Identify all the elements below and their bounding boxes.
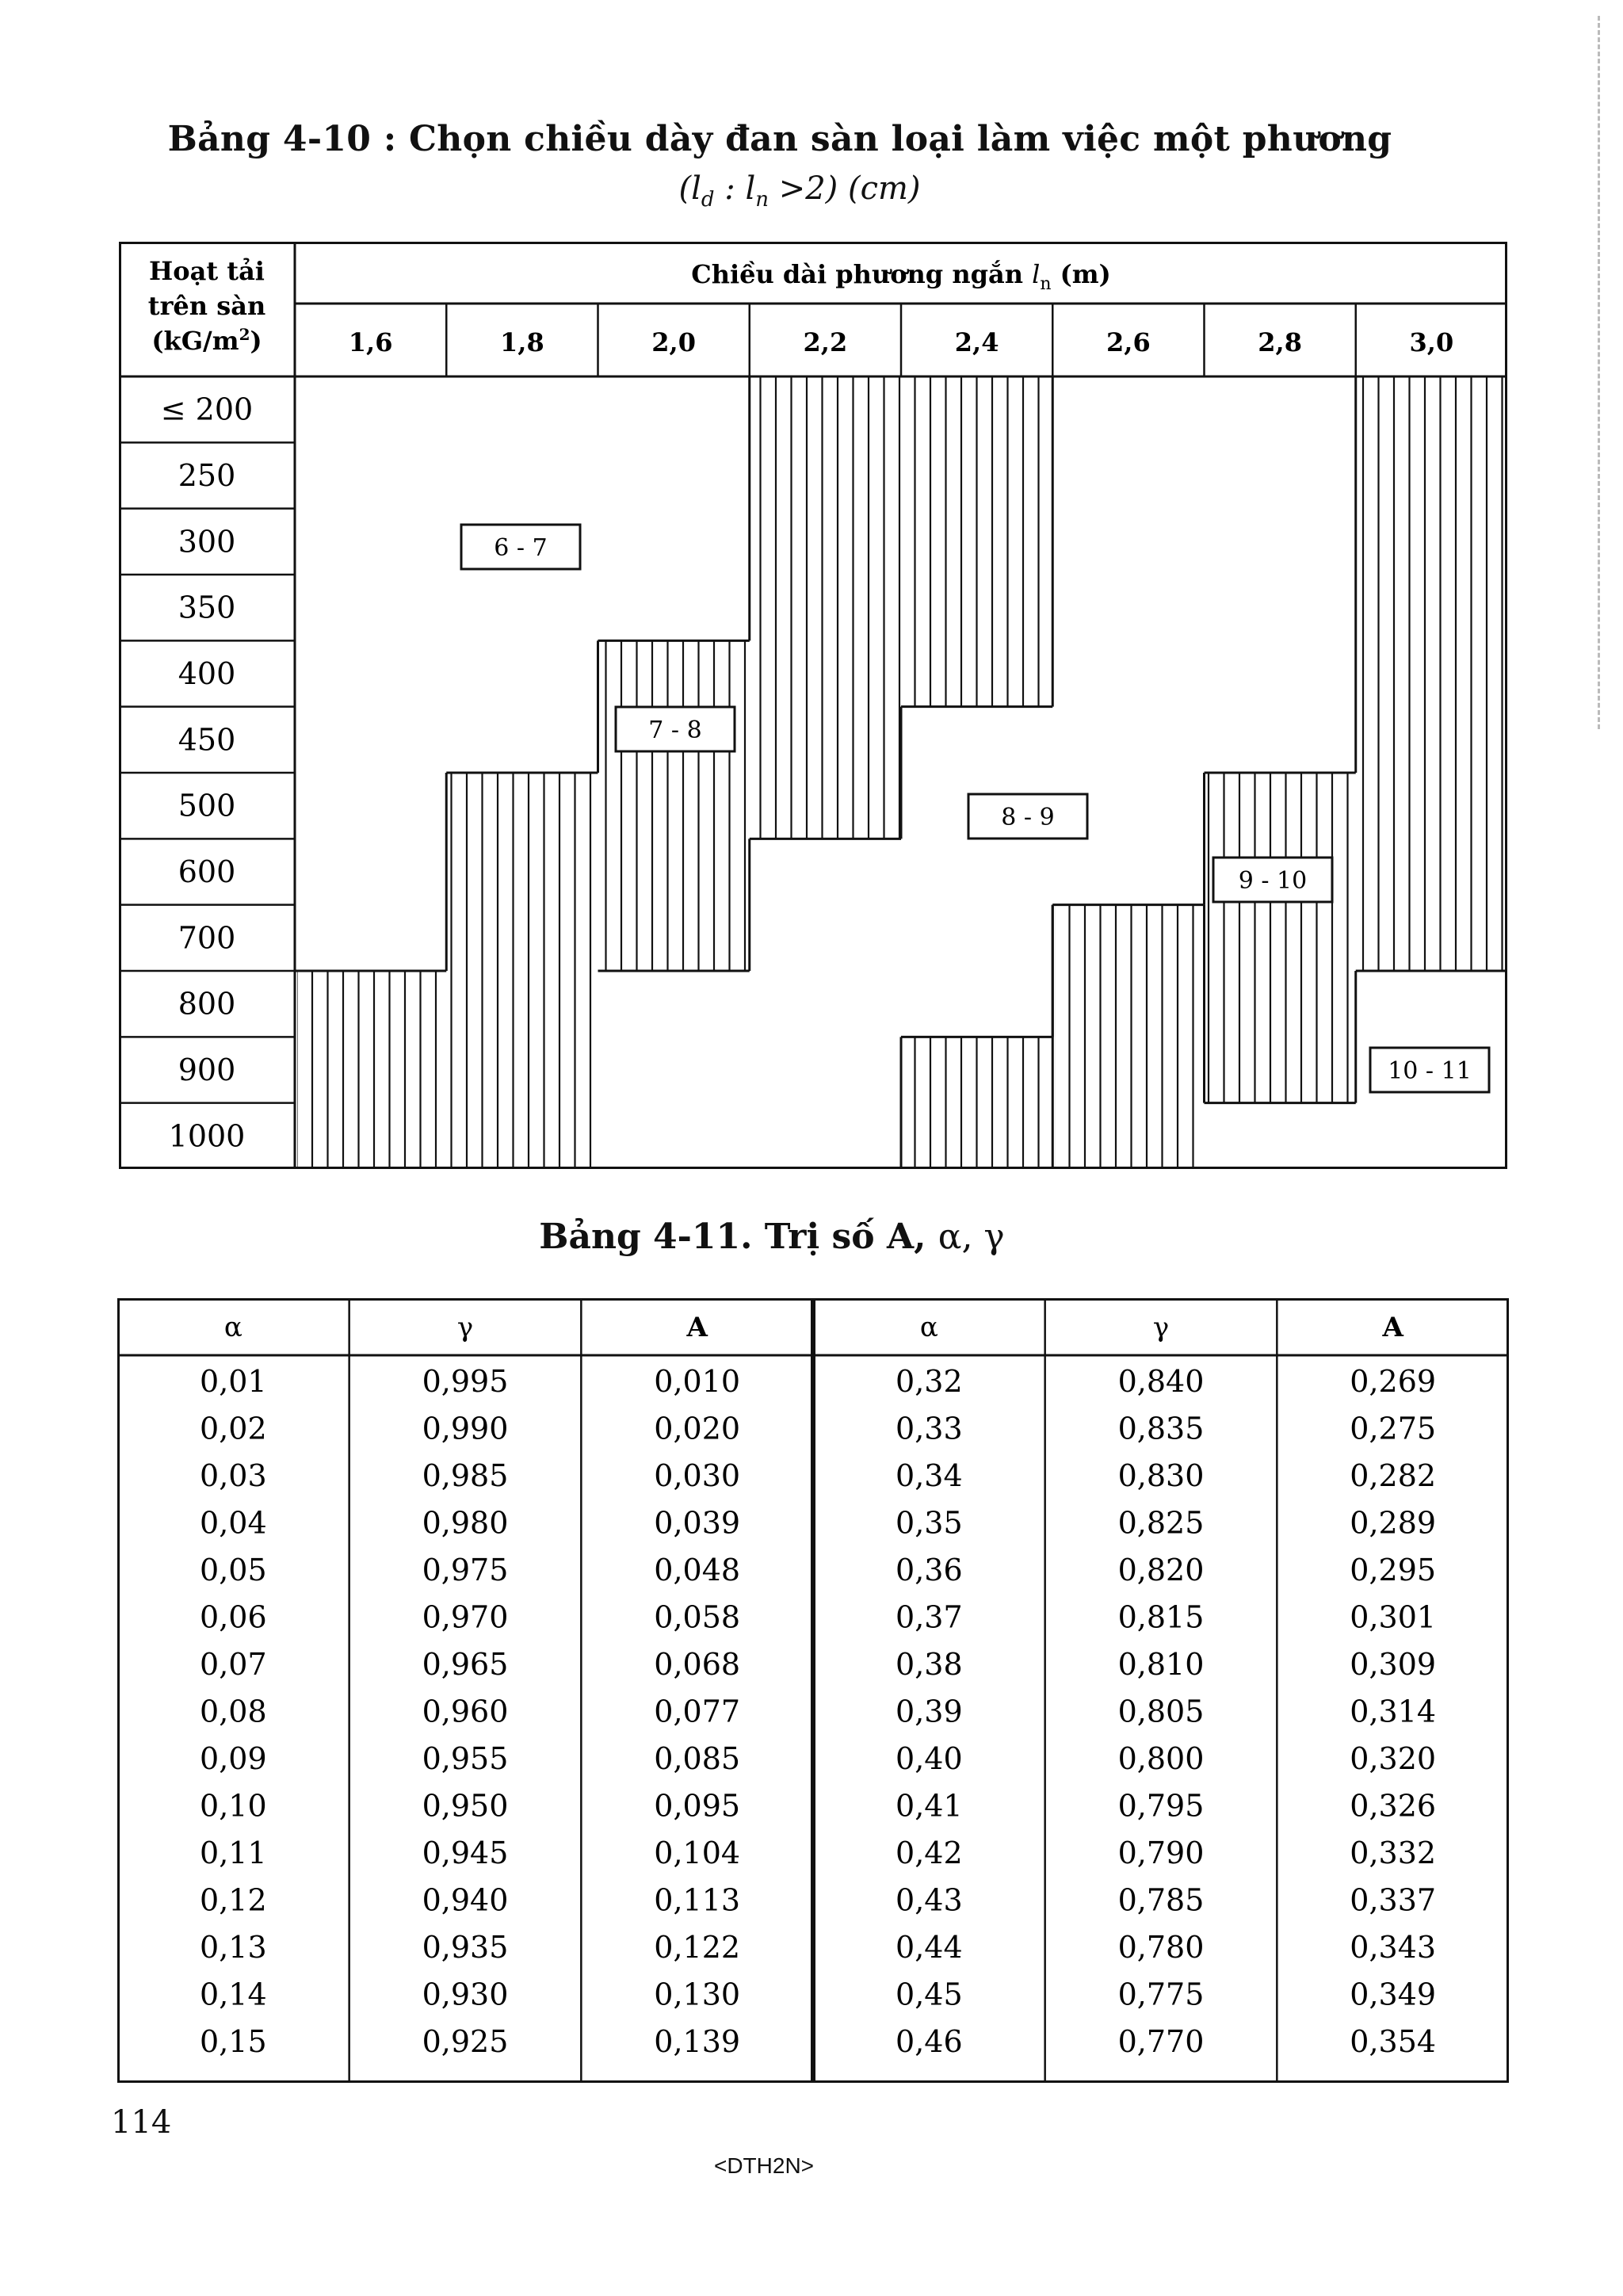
t2-cell-2-8: 0,085 [654,1741,741,1776]
t2-cell-5-11: 0,337 [1350,1882,1437,1918]
zone-label-2: 8 - 9 [1001,804,1055,831]
t2-cell-3-6: 0,38 [896,1647,963,1682]
t2-cell-5-0: 0,269 [1350,1364,1437,1399]
t2-cell-5-1: 0,275 [1350,1411,1437,1446]
t2-cell-3-2: 0,34 [896,1458,963,1493]
row-label-2: 300 [178,524,236,560]
t2-cell-4-5: 0,815 [1117,1599,1205,1635]
hatch-block-1 [449,773,598,1169]
t2-header-2: A [686,1312,708,1343]
t2-cell-5-4: 0,295 [1350,1553,1437,1587]
row-label-8: 700 [178,920,236,956]
column-label-1: 1,8 [500,327,544,357]
t2-cell-1-12: 0,935 [422,1930,509,1965]
coefficient-table [117,1298,1509,2083]
t2-cell-1-14: 0,925 [422,2024,509,2059]
t2-cell-1-8: 0,955 [422,1741,509,1776]
t2-cell-5-12: 0,343 [1350,1930,1437,1965]
t2-cell-2-7: 0,077 [654,1694,741,1729]
t2-cell-5-5: 0,301 [1350,1599,1437,1635]
t2-cell-0-1: 0,02 [200,1411,267,1446]
t2-cell-4-11: 0,785 [1117,1882,1205,1918]
t2-cell-3-10: 0,42 [896,1836,963,1870]
t2-cell-4-0: 0,840 [1117,1364,1205,1399]
t2-cell-4-2: 0,830 [1117,1458,1205,1493]
t2-header-4: γ [1152,1312,1170,1343]
t2-cell-5-7: 0,314 [1350,1694,1437,1729]
hatch-block-4 [903,376,1053,707]
t2-cell-2-1: 0,020 [654,1411,741,1446]
t2-cell-0-7: 0,08 [200,1694,267,1729]
column-label-5: 2,6 [1106,327,1151,357]
zone-label-0: 6 - 7 [494,534,548,562]
hatch-block-5 [903,1037,1053,1169]
row-label-3: 350 [178,590,236,625]
t2-cell-4-3: 0,825 [1117,1505,1205,1541]
t2-header-3: α [919,1312,938,1343]
t2-cell-2-10: 0,104 [654,1836,741,1870]
row-label-11: 1000 [168,1118,246,1154]
title-greek: α, γ [938,1217,1005,1257]
t2-cell-2-9: 0,095 [654,1788,741,1824]
t2-cell-1-11: 0,940 [422,1882,509,1918]
t2-cell-2-5: 0,058 [654,1599,741,1635]
t2-cell-1-0: 0,995 [422,1364,509,1399]
row-label-4: 400 [178,656,236,691]
t2-cell-0-5: 0,06 [200,1599,267,1635]
t2-cell-5-13: 0,349 [1350,1977,1437,2012]
t2-cell-1-2: 0,985 [422,1458,509,1493]
t2-cell-0-14: 0,15 [200,2024,267,2059]
row-label-1: 250 [178,458,236,493]
t2-cell-5-9: 0,326 [1350,1788,1437,1824]
t2-cell-0-3: 0,04 [200,1505,267,1541]
t2-cell-4-13: 0,775 [1117,1977,1205,2012]
t2-cell-3-5: 0,37 [896,1599,963,1635]
hatch-block-3 [752,376,902,839]
table-4-10-title: Bảng 4-10 : Chọn chiều dày đan sàn loại làm việc một phương [167,119,1392,159]
subtitle-condition: >2) (cm) [768,170,921,207]
t2-cell-3-0: 0,32 [896,1364,963,1399]
t2-cell-1-10: 0,945 [422,1836,509,1870]
t2-cell-1-6: 0,965 [422,1647,509,1682]
t2-cell-3-7: 0,39 [896,1694,963,1729]
t2-cell-4-7: 0,805 [1117,1694,1205,1729]
t2-cell-0-8: 0,09 [200,1741,267,1776]
t2-cell-4-1: 0,835 [1117,1411,1205,1446]
row-label-5: 450 [178,722,236,758]
t2-cell-2-11: 0,113 [654,1882,741,1918]
title-prefix: Bảng 4-11. Trị số A, [539,1217,938,1257]
row-label-6: 500 [178,788,236,823]
t2-cell-4-14: 0,770 [1117,2024,1205,2059]
t2-cell-2-3: 0,039 [654,1505,741,1541]
t2-cell-0-0: 0,01 [200,1364,267,1399]
t2-cell-1-3: 0,980 [422,1505,509,1541]
subtitle-l-symbol-2: l [745,170,756,207]
t2-cell-0-13: 0,14 [200,1977,267,2012]
t2-cell-4-6: 0,810 [1117,1647,1205,1682]
table-4-11-title [0,1217,1583,1257]
hatch-block-8 [1358,376,1507,971]
t2-cell-0-6: 0,07 [200,1647,267,1682]
t2-cell-0-12: 0,13 [200,1930,267,1965]
hatch-block-2 [601,640,750,971]
column-label-0: 1,6 [348,327,393,357]
zone-label-1: 7 - 8 [648,716,702,744]
t2-header-5: A [1382,1312,1403,1343]
row-label-0: ≤ 200 [160,392,254,427]
t2-cell-4-10: 0,790 [1117,1836,1205,1870]
t2-cell-0-4: 0,05 [200,1553,267,1587]
t2-cell-1-4: 0,975 [422,1553,509,1587]
hatch-block-6 [1055,905,1205,1169]
t2-cell-3-13: 0,45 [896,1977,963,2012]
row-header-line-3: $(kG/m^2)$ [151,325,262,356]
t2-header-0: α [223,1312,242,1343]
t2-cell-2-12: 0,122 [654,1930,741,1965]
t2-cell-1-13: 0,930 [422,1977,509,2012]
t2-cell-0-2: 0,03 [200,1458,267,1493]
subtitle-d-subscript: d [701,188,715,212]
column-label-4: 2,4 [954,327,999,357]
footer-tag: <DTH2N> [713,2153,815,2178]
t2-cell-0-9: 0,10 [200,1788,267,1824]
scan-edge-mark [1598,16,1602,729]
hatch-block-0 [297,971,447,1169]
t2-cell-3-14: 0,46 [896,2024,963,2059]
t2-cell-3-1: 0,33 [896,1411,963,1446]
t2-cell-3-9: 0,41 [896,1788,963,1824]
row-header-line-1: Hoạt tải [149,256,265,286]
t2-cell-0-11: 0,12 [200,1882,267,1918]
row-label-7: 600 [178,854,236,889]
t2-cell-3-3: 0,35 [896,1505,963,1541]
t2-cell-2-6: 0,068 [654,1647,741,1682]
page-number: 114 [111,2104,172,2141]
t2-cell-4-12: 0,780 [1117,1930,1205,1965]
span-header: Chiều dài phương ngắn $l_n$ (m) [691,259,1111,294]
t2-cell-0-10: 0,11 [200,1836,267,1870]
t2-cell-3-11: 0,43 [896,1882,963,1918]
t2-cell-2-0: 0,010 [654,1364,741,1399]
table-4-10-subtitle [0,170,1611,212]
t2-cell-2-13: 0,130 [654,1977,741,2012]
t2-cell-4-9: 0,795 [1117,1788,1205,1824]
t2-header-1: γ [456,1312,474,1343]
subtitle-colon: : [714,170,746,207]
t2-cell-2-2: 0,030 [654,1458,741,1493]
column-label-7: 3,0 [1409,327,1454,357]
column-label-6: 2,8 [1258,327,1302,357]
row-label-10: 900 [178,1052,236,1087]
t2-cell-4-8: 0,800 [1117,1741,1205,1776]
t2-cell-1-1: 0,990 [422,1411,509,1446]
t2-cell-3-12: 0,44 [896,1930,963,1965]
t2-cell-2-4: 0,048 [654,1553,741,1587]
coefficient-table-text [200,1312,1436,2059]
t2-cell-5-6: 0,309 [1350,1647,1437,1682]
t2-cell-5-2: 0,282 [1350,1458,1437,1493]
hatch-block-7 [1207,773,1357,1103]
t2-cell-1-7: 0,960 [422,1694,509,1729]
row-label-9: 800 [178,986,236,1022]
t2-cell-5-14: 0,354 [1350,2024,1437,2059]
coefficient-table-grid [117,1298,1509,2083]
t2-cell-2-14: 0,139 [654,2024,741,2059]
subtitle-l-symbol: l [691,170,701,207]
t2-cell-3-4: 0,36 [896,1553,963,1587]
t2-cell-1-9: 0,950 [422,1788,509,1824]
zone-label-4: 10 - 11 [1388,1057,1472,1085]
t2-cell-1-5: 0,970 [422,1599,509,1635]
t2-cell-3-8: 0,40 [896,1741,963,1776]
column-label-3: 2,2 [803,327,848,357]
t2-cell-5-3: 0,289 [1350,1505,1437,1541]
t2-cell-5-10: 0,332 [1350,1836,1437,1870]
column-label-2: 2,0 [651,327,696,357]
slab-thickness-table [119,242,1507,1169]
zone-label-3: 9 - 10 [1238,867,1308,895]
t2-cell-5-8: 0,320 [1350,1741,1437,1776]
subtitle-open-paren: ( [678,170,692,207]
t2-cell-4-4: 0,820 [1117,1553,1205,1587]
subtitle-n-subscript: n [755,188,769,212]
row-header-line-2: trên sàn [147,291,266,321]
